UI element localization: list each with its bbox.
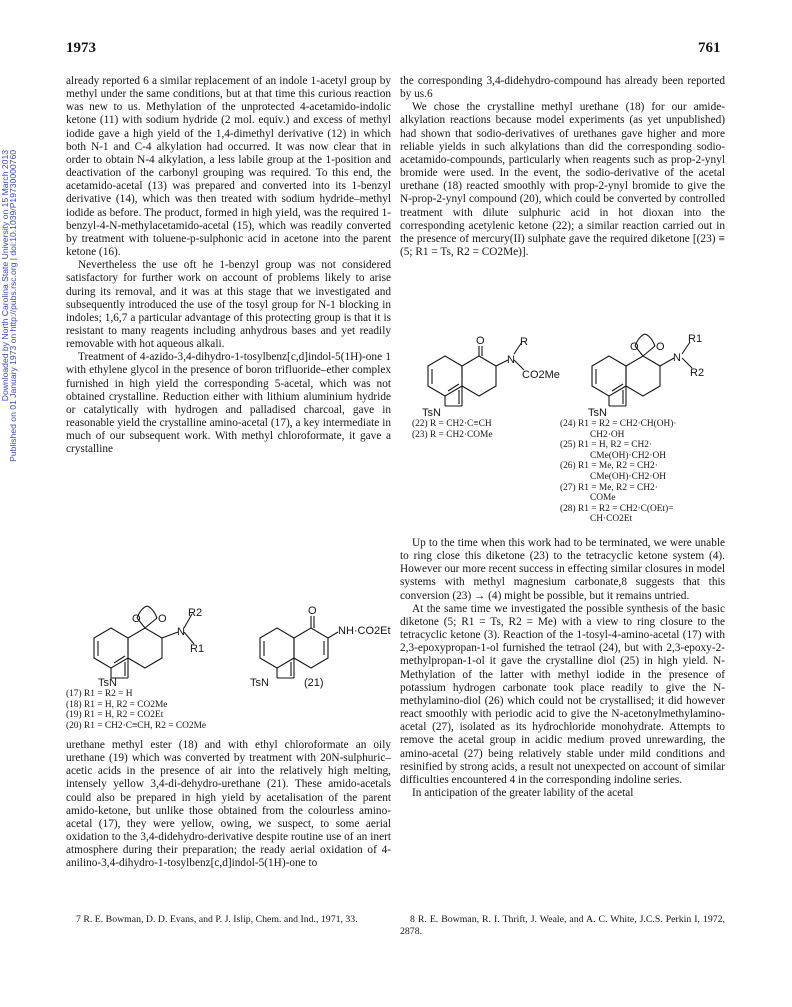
compound-24-cont: CH2·OH [590, 429, 625, 440]
oxygen-label: O [656, 341, 665, 353]
compound-23: (23) R = CH2·COMe [412, 429, 493, 440]
left-paragraph-1: already reported 6 a similar replacement of an indole 1-acetyl group by methyl under the same conditions, but at that time this curious reaction was new to us. Methylation of the unprotected 4-acetamido-indolic ketone (11) with sodium hydride (2 mol. equiv.) and excess of methyl iodide gave a high yield of the 1,4-dimethyl derivative (12) in which both N-1 and C-4 alkylation had occurred. It was now clear that in order to obtain N-4 alkylation, a less labile group at the 1-position and deactivation of the carbonyl grouping was required. To this end, the acetamido-acetal (13) was prepared and converted into its 1-benzyl derivative (14), which was then treated with sodium hydride–methyl iodide as before. The product, formed in high yield, was the required 1-benzyl-4-N-methylacetamido-acetal (15), which was readily converted by treatment with toluene-p-sulphonic acid in acetone into the parent ketone (16). [66, 75, 391, 259]
compound-27-cont: COMe [590, 493, 616, 504]
downloaded-line[interactable]: Downloaded by North Carolina State University on 15 March 2013 [0, 150, 10, 402]
tosyl-label: TsN [588, 407, 607, 419]
right-paragraph-3: Up to the time when this work had to be terminated, we were unable to ring close this diketone (23) to the tetracyclic ketone system (4). However our more recent success in effecting similar closures in model systems with methyl magnesium carbonate,8 suggests that this conversion (23) → (4) might be possible, but it remains untried. [400, 537, 725, 602]
right-column-top [400, 75, 725, 259]
right-paragraph-2: We chose the crystalline methyl urethane (18) for our amide-alkylation reactions because model experiments (as yet unpublished) had shown that sodio-derivatives of urethanes gave higher and more reliable yields in such alkylations than did the corresponding sodio-acetamido-compounds, particularly when reagents such as prop-2-ynyl bromide were used. In the event, the sodio-derivative of the acetal urethane (18) reacted smoothly with prop-2-ynyl bromide to give the N-prop-2-ynyl compound (20), which could be converted by controlled treatment with dilute sulphuric acid in hot dioxan into the corresponding acetylenic ketone (22); a similar reaction carried out in the presence of mercury(II) sulphate gave the required diketone [(23) ≡ (5; R1 = Ts, R2 = CO2Me)]. [400, 101, 725, 259]
r2-label: R2 [188, 607, 203, 619]
compound-27: (27) R1 = Me, R2 = CH2· [560, 482, 658, 493]
compound-list-24-28 [560, 419, 677, 525]
compound-22: (22) R = CH2·C≡CH [412, 419, 492, 429]
compound-19: (19) R1 = H, R2 = CO2Et [66, 710, 164, 721]
oxygen-label: O [132, 613, 141, 625]
compound-24: (24) R1 = R2 = CH2·CH(OH)· [560, 419, 677, 429]
structure-24-28 [578, 333, 738, 419]
carbonyl-oxygen-label: O [476, 335, 485, 347]
compound-list-17-20 [66, 689, 206, 731]
r1-label: R1 [190, 643, 205, 655]
compound-list-22-23 [412, 419, 493, 440]
compound-26: (26) R1 = Me, R2 = CH2· [560, 461, 658, 472]
r1-label: R1 [688, 333, 703, 345]
carbonyl-oxygen-label: O [308, 605, 317, 617]
right-paragraph-1: the corresponding 3,4-didehydro-compound has already been reported by us.6 [400, 75, 725, 101]
compound-28-cont: CH·CO2Et [590, 514, 633, 525]
urethane-label: NH·CO2Et [338, 625, 391, 637]
published-line[interactable]: Published on 01 January 1973 on http://pubs.rsc.org | doi:10.1039/P19730000760 [8, 150, 18, 462]
right-paragraph-4: At the same time we investigated the possible synthesis of the basic diketone (5; R1 = Ts, R2 = Me) with a view to ring closure to the tetracyclic ketone (3). Reaction of the 1-tosyl-4-amino-acetal (17) with 2,3-epoxypropan-1-ol furnished the tetraol (24), but with 2,3-epoxy-2-methylpropan-1-ol it gave the crystalline diol (25) in high yield. N-Methylation of the latter with methyl iodide in the presence of potassium hydrogen carbonate took place readily to give the N-methylamino-diol (26) which could not be crystallised; it did however react smoothly with periodic acid to give the N-acetonylmethylamino-acetal (27), isolated as its hydrochloride monohydrate. Attempts to remove the acetal group in acidic medium proved unrewarding, the amino-acetal (27) being relatively stable under mild conditions and resinified by strong acids, a result not unexpected on account of similar difficulties encountered 4 in the corresponding indoline series. [400, 602, 725, 786]
structure-17-20-labels [80, 606, 260, 696]
page-number: 761 [698, 40, 721, 56]
footnote-7: 7 R. E. Bowman, D. D. Evans, and P. J. Islip, Chem. and Ind., 1971, 33. [76, 914, 358, 925]
right-column-bottom [400, 537, 725, 800]
download-watermark [0, 150, 18, 620]
compound-25-cont: CMe(OH)·CH2·OH [590, 450, 667, 461]
compound-25: (25) R1 = H, R2 = CH2· [560, 440, 653, 451]
co2me-label: CO2Me [522, 369, 560, 381]
right-footnotes [400, 914, 725, 937]
compound-18: (18) R1 = H, R2 = CO2Me [66, 699, 168, 710]
compound-26-cont: CMe(OH)·CH2·OH [590, 471, 667, 482]
structure-21 [250, 606, 410, 696]
nitrogen-label: N [673, 352, 681, 364]
compound-21-number: (21) [304, 677, 324, 689]
oxygen-label: O [158, 613, 167, 625]
left-paragraph-4: urethane methyl ester (18) and with ethyl chloroformate an oily urethane (19) which was converted by treatment with 20N-sulphuric–acetic acids in the presence of air into the relatively high melting, intensely yellow 3,4-di-dehydro-urethane (21). These amido-acetals could also be prepared in high yield by acetalisation of the parent amido-ketone, but unlike those obtained from the colourless amino-acetal (17), they were yellow, owing, we suspect, to some aerial oxidation to the 3,4-didehydro-derivative despite routine use of an inert atmosphere during their preparation; the ready aerial oxidation of 4-anilino-3,4-dihydro-1-tosylbenz[c,d]indol-5(1H)-one to [66, 739, 391, 870]
right-paragraph-5: In anticipation of the greater lability of the acetal [412, 786, 634, 799]
compound-20: (20) R1 = CH2·C≡CH, R2 = CO2Me [66, 720, 207, 731]
oxygen-label: O [630, 341, 639, 353]
compound-28: (28) R1 = R2 = CH2·C(OEt)= [560, 503, 674, 514]
footnote-8: 8 R. E. Bowman, R. I. Thrift, J. Weale, and A. C. White, J.C.S. Perkin I, 1972, 2878. [400, 914, 725, 937]
left-footnotes [66, 914, 391, 926]
year-header: 1973 [66, 40, 96, 56]
left-column-top [66, 75, 391, 457]
r2-label: R2 [690, 367, 705, 379]
tosyl-label: TsN [422, 407, 441, 419]
structure-22-23 [414, 334, 574, 419]
nitrogen-label: N [507, 354, 515, 366]
tosyl-label: TsN [98, 677, 117, 689]
left-paragraph-2: Nevertheless the use oft he 1-benzyl group was not considered satisfactory for further work on account of problems likely to arise during its removal, and it was at this stage that we investigated and subsequently introduced the use of the tosyl group for N-1 blocking in indoles; 1,6,7 a particular advantage of this protecting group is that it is resistant to many reagents including anhydrous bases and yet readily removable with hot aqueous alkali. [66, 259, 391, 351]
compound-17: (17) R1 = R2 = H [66, 689, 133, 699]
left-column-bottom [66, 739, 391, 871]
nitrogen-label: N [177, 626, 185, 638]
left-paragraph-3: Treatment of 4-azido-3,4-dihydro-1-tosylbenz[c,d]indol-5(1H)-one 1 with ethylene glycol in the presence of boron trifluoride–ether complex furnished in high yield the corresponding 5-acetal, which was not obtained crystalline. Reduction either with lithium aluminium hydride or catalytically with hydrogen and palladised charcoal, gave in reasonable yield the crystalline amino-acetal (17), a key intermediate in much of our subsequent work. With methyl chloroformate, it gave a crystalline [66, 351, 391, 456]
r-label: R [520, 336, 528, 348]
tosyl-label: TsN [250, 677, 269, 689]
